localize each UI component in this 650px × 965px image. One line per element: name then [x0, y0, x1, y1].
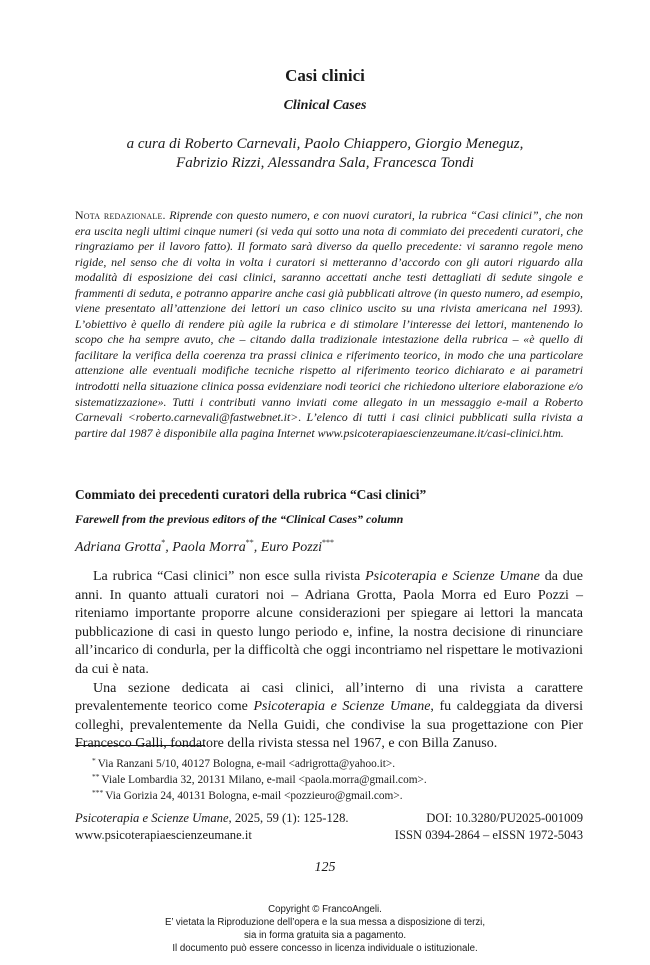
section-authors [75, 538, 583, 556]
author-name: Adriana Grotta [75, 540, 162, 555]
footnote-text: Via Ranzani 5/10, 40127 Bologna, e-mail <adrigrotta@yahoo.it>. [97, 758, 396, 770]
footnote [92, 756, 582, 770]
citation-line [75, 811, 583, 827]
author-footnote-mark: * [161, 538, 166, 547]
body-paragraph [75, 680, 583, 754]
author-separator: , [165, 540, 173, 555]
page-number: 125 [314, 860, 336, 875]
author-footnote-mark: ** [245, 538, 254, 547]
editorial-note [75, 208, 583, 441]
author-name: Euro Pozzi [260, 540, 323, 555]
citation-line [75, 828, 583, 844]
author-name: Paola Morra [172, 540, 246, 555]
copyright-line: Copyright © FrancoAngeli. [268, 904, 382, 915]
body-text: Una sezione dedicata ai casi clinici, all’interno di una rivista a carattere prevalentemente teorico come [75, 680, 583, 715]
editors-line-2: Fabrizio Rizzi, Alessandra Sala, Francesca Tondi [176, 155, 474, 171]
footnote [92, 788, 582, 802]
footnote-text: Via Gorizia 24, 40131 Bologna, e-mail <pozzieuro@gmail.com>. [105, 790, 403, 802]
section-title: Commiato dei precedenti curatori della rubrica “Casi clinici” [75, 487, 427, 502]
citation-source [75, 811, 349, 826]
body-text: da due anni. In quanto attuali curatori noi – Adriana Grotta, Paola Morra ed Euro Pozzi – riteniamo importante proporre alcune considerazioni per spiegare ai lettori la mancata pubblicazione di casi in questo lungo periodo e, infine, la nostra decisione di rinunciare all’incarico di condurla, per la difficoltà che oggi incontriamo nel rispettare le motivazioni da cui è nata. [75, 569, 583, 677]
citation-journal: Psicoterapia e Scienze Umane [75, 811, 229, 825]
column-title: Casi clinici [285, 66, 365, 85]
copyright-line: Il documento può essere concesso in licenza individuale o istituzionale. [172, 943, 478, 954]
article-body [75, 568, 583, 754]
footnote-mark: ** [92, 772, 100, 781]
citation-details: , 2025, 59 (1): 125-128. [228, 811, 349, 825]
footnote-mark: *** [92, 788, 104, 797]
column-subtitle: Clinical Cases [283, 98, 367, 113]
copyright-line: E’ vietata la Riproduzione dell’opera e la sua messa a disposizione di terzi, [164, 917, 486, 928]
body-text: La rubrica “Casi clinici” non esce sulla rivista [93, 569, 366, 584]
footnote-text: Viale Lombardia 32, 20131 Milano, e-mail <paola.morra@gmail.com>. [101, 774, 427, 786]
footnote-mark: * [92, 756, 96, 765]
editors-line-1: a cura di Roberto Carnevali, Paolo Chiappero, Giorgio Meneguz, [126, 136, 524, 152]
body-text: , fu caldeggiata da diversi colleghi, prevalentemente da Nella Guidi, che condivise la sua progettazione con Pier Francesco Galli, fondatore della rivista stessa nel 1967, e con Billa Zanuso. [75, 699, 583, 752]
citation-doi: DOI: 10.3280/PU2025-001009 [426, 811, 583, 825]
journal-website: www.psicoterapiaescienzeumane.it [75, 828, 252, 842]
body-paragraph [75, 568, 583, 680]
editorial-note-text: Riprende con questo numero, e con nuovi curatori, la rubrica “Casi clinici”, che non era uscita negli ultimi cinque numeri (si veda qui sotto una nota di commiato dei precedenti curatori, che ringraziamo per il lavoro fatto). Il formato sarà diverso da quello precedente: vi saranno regole meno rigide, nel senso che di volta in volta i curatori si metteranno d’accordo con gli autori riguardo alla modalità di esposizione dei casi clinici, saranno accettati anche testi dettagliati di sedute singole e frammenti di seduta, e potranno apparire anche casi già pubblicati altrove (in questo numero, ad esempio, viene presentato all’attenzione dei lettori un caso clinico uscito su una rivista americana nel 1993). L’obiettivo è quello di rendere più agile la rubrica e di stimolare l’interesse dei lettori, mantenendo lo scopo che ha sempre avuto, che – citando dalla tradizionale intestazione della rubrica – «è quello di facilitare la verifica della coerenza tra prassi clinica e riferimento teorico, in modo che una particolare attenzione alle eventuali modifiche tecniche rispetto al riferimento teorico dichiarato e ai parametri introdotti nella situazione clinica possa evidenziare nodi teorici che richiedono ulteriore elaborazione e/o sistematizzazione». Tutti i contributi vanno inviati come allegato in un messaggio e-mail a Roberto Carnevali <roberto.carnevali@fastwebnet.it>. L’elenco di tutti i casi clinici pubblicati sulla rivista a partire dal 1987 è disponibile alla pagina Internet www.psicoterapiaescienzeumane.it/casi-clinici.htm. [75, 208, 583, 440]
copyright-line: sia in forma gratuita sia a pagamento. [243, 930, 407, 941]
citation-issn: ISSN 0394-2864 – eISSN 1972-5043 [394, 828, 583, 842]
author-footnote-mark: *** [322, 538, 335, 547]
footnote [92, 772, 582, 786]
journal-name: Psicoterapia e Scienze Umane [253, 699, 431, 715]
journal-name: Psicoterapia e Scienze Umane [365, 569, 540, 584]
column-editors [60, 135, 590, 173]
section-subtitle: Farewell from the previous editors of the “Clinical Cases” column [75, 512, 404, 526]
author-separator: , [253, 540, 261, 555]
footnote-divider [75, 745, 205, 746]
editorial-note-label: Nota redazionale. [75, 208, 166, 222]
